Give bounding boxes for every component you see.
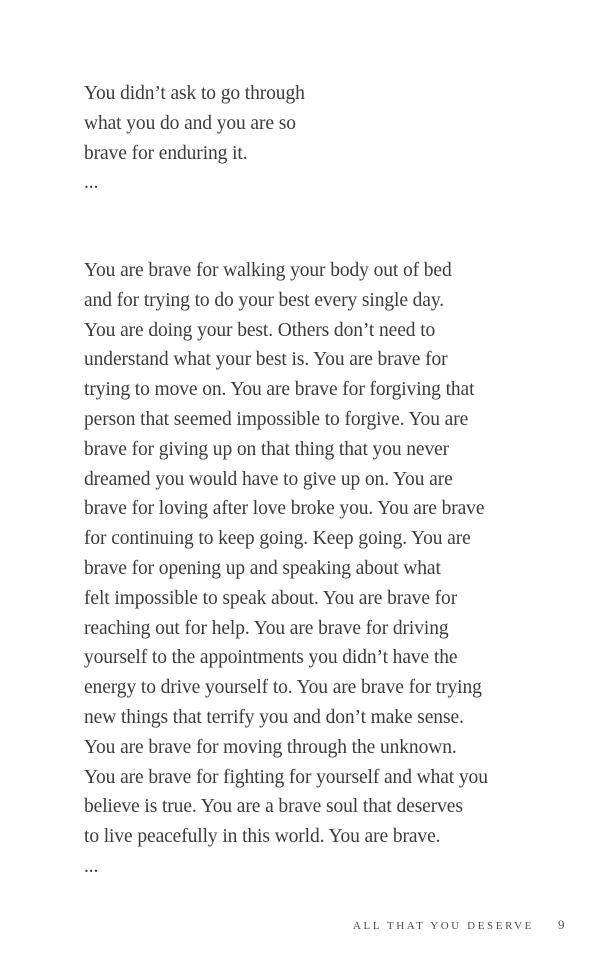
page-footer [353,917,565,933]
text-line: You didn’t ask to go through [84,83,305,104]
text-line: brave for giving up on that thing that you never [84,438,450,460]
text-line: trying to move on. You are brave for forgiving that [84,379,475,401]
page-number: 9 [558,917,565,932]
body-paragraph [84,256,488,882]
text-line: energy to drive yourself to. You are brave for trying [84,677,482,699]
text-line: person that seemed impossible to forgive. You are [84,408,469,430]
text-line: brave for opening up and speaking about what [84,557,441,579]
text-line: new things that terrify you and don’t make sense. [84,706,464,728]
text-line: to live peacefully in this world. You are brave. [84,826,441,848]
text-line: for continuing to keep going. Keep going. You are [84,528,471,550]
text-line: understand what your best is. You are brave for [84,349,448,371]
text-line: and for trying to do your best every single day. [84,289,445,311]
running-footer-title: ALL THAT YOU DESERVE [353,920,534,932]
text-line: ... [84,172,99,194]
text-line: brave for enduring it. [84,142,248,164]
text-line: You are doing your best. Others don’t need to [84,319,436,341]
text-line: ... [84,855,99,877]
text-line: believe is true. You are a brave soul that deserves [84,796,463,818]
text-line: You are brave for moving through the unknown. [84,736,457,758]
text-line: You are brave for fighting for yourself and what you [84,766,488,788]
opening-stanza [84,79,305,198]
text-line: reaching out for help. You are brave for driving [84,617,449,639]
text-line: felt impossible to speak about. You are brave for [84,587,458,609]
text-line: You are brave for walking your body out of bed [84,260,452,281]
text-line: yourself to the appointments you didn’t have the [84,647,458,669]
text-line: dreamed you would have to give up on. You are [84,468,453,490]
text-line: what you do and you are so [84,112,296,134]
text-line: brave for loving after love broke you. You are brave [84,498,485,520]
